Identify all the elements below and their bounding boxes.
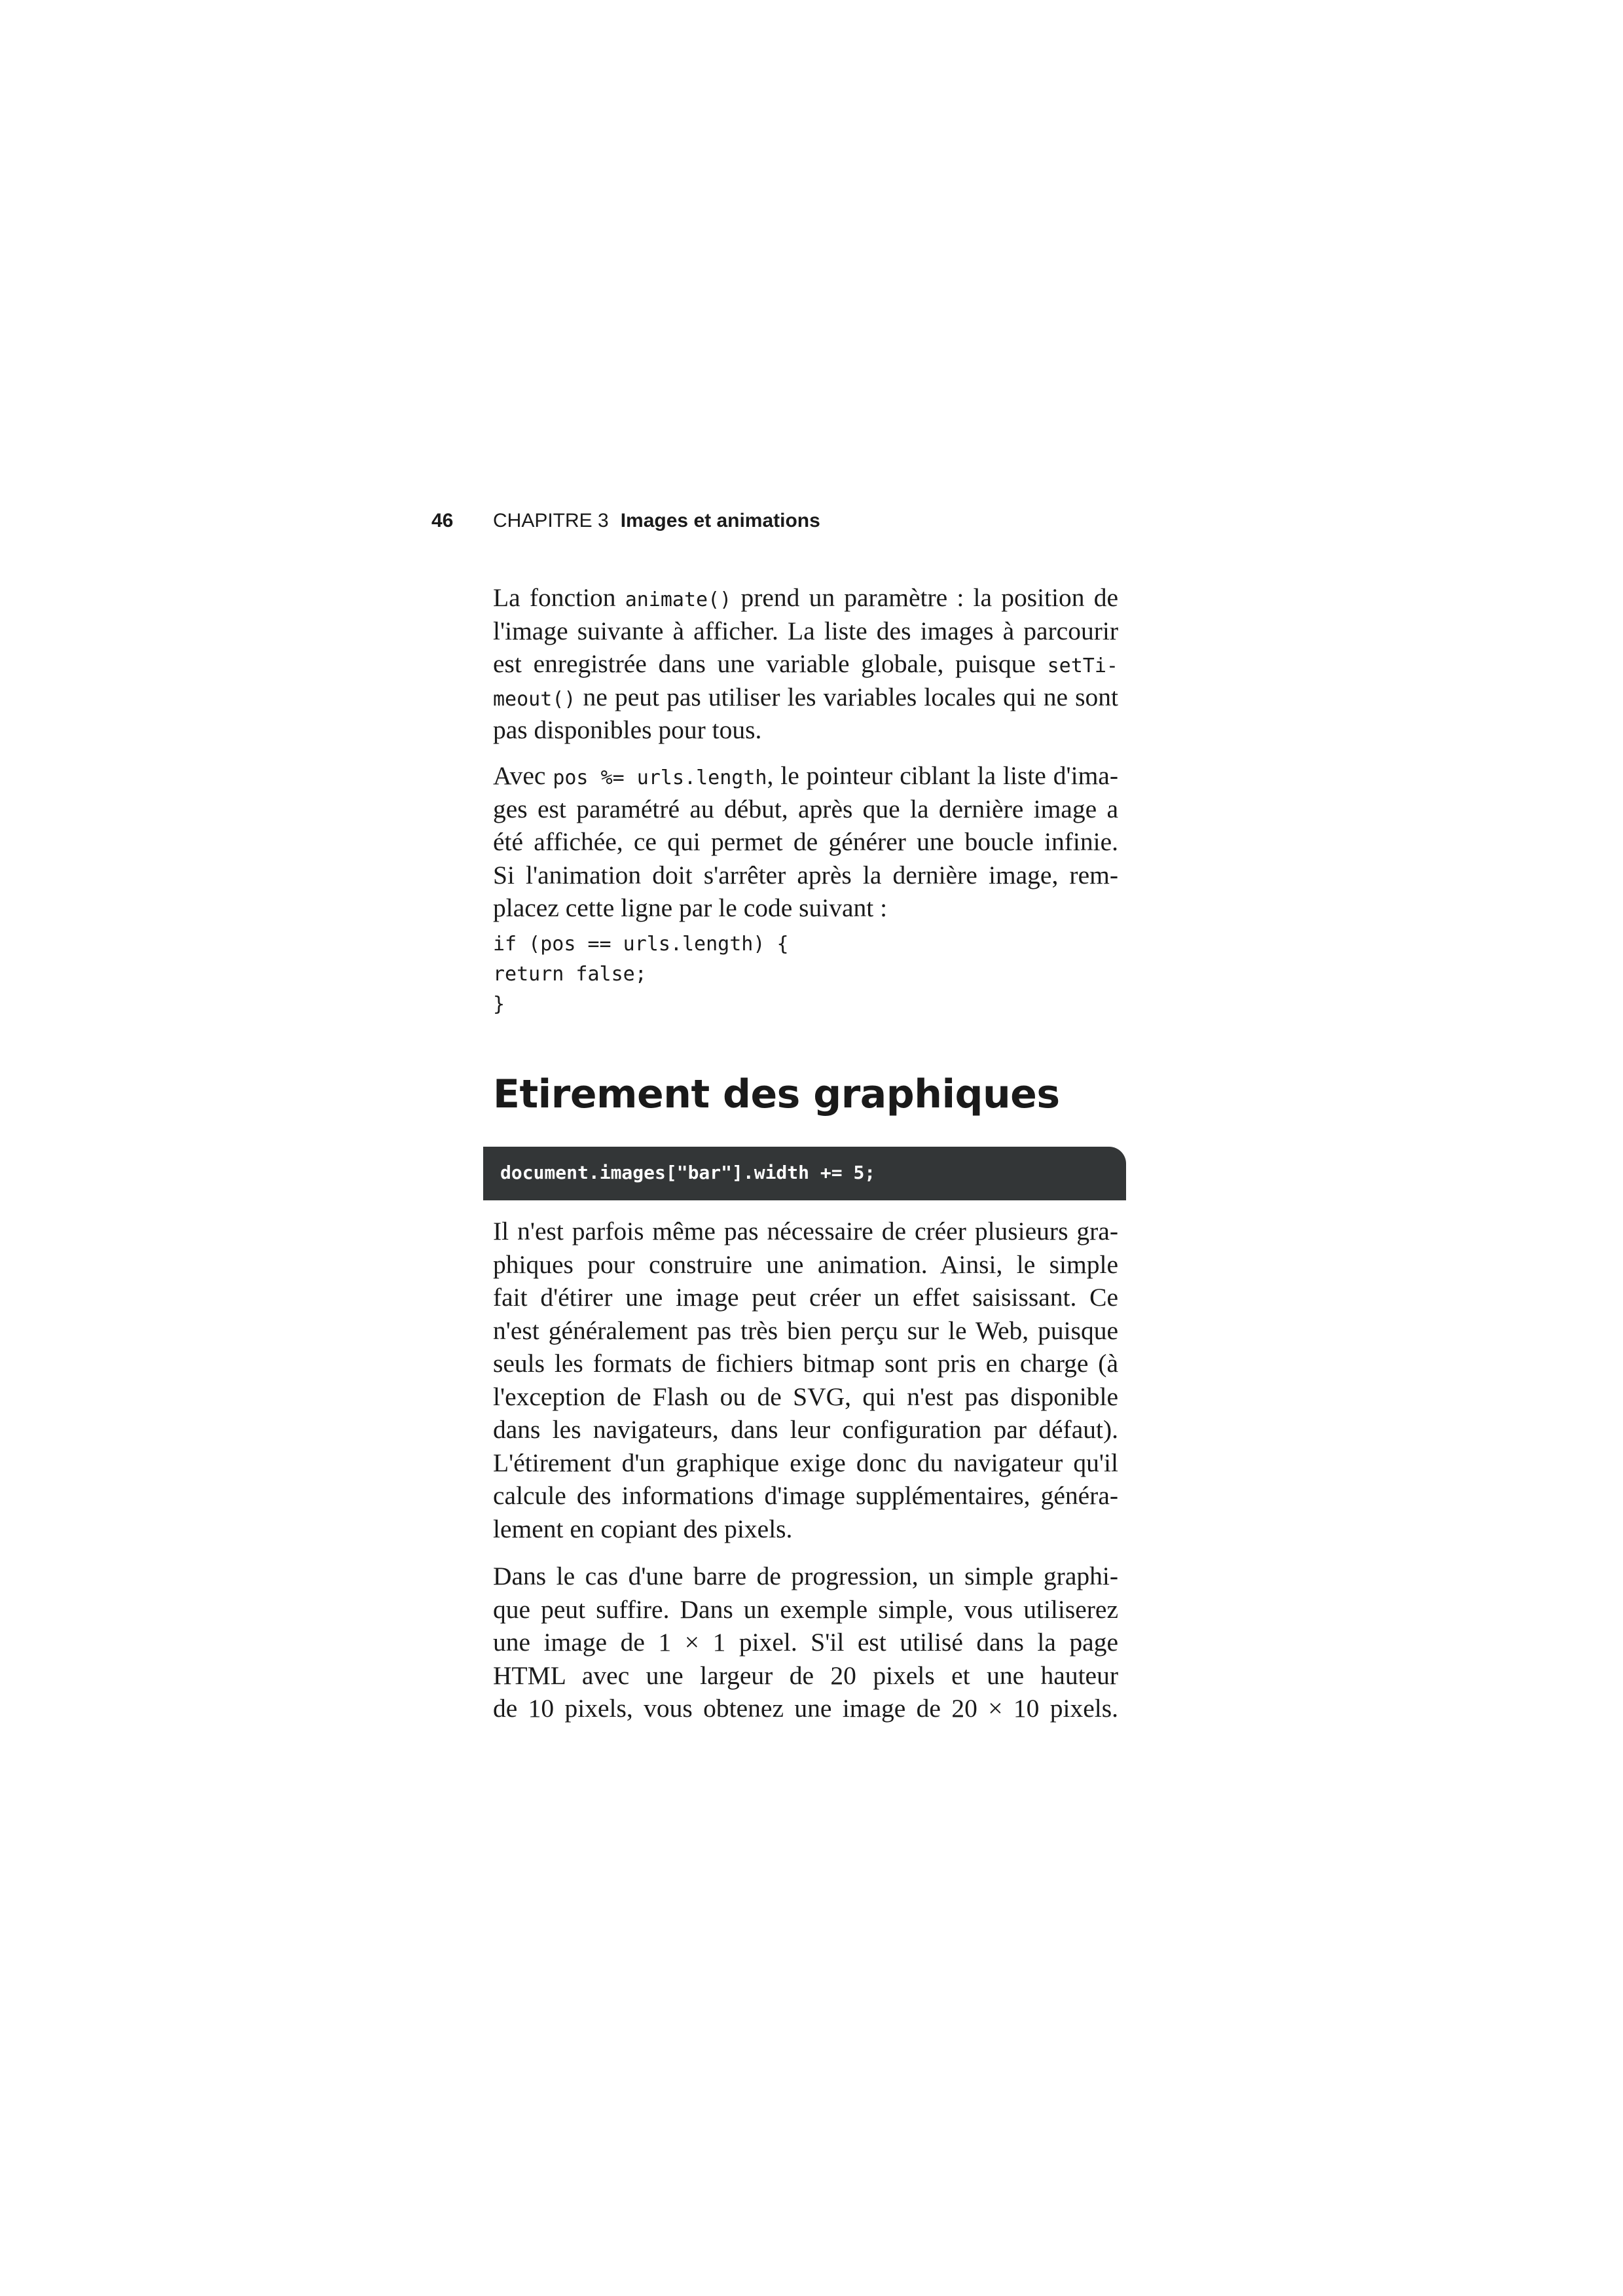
inline-code: setTi- xyxy=(1047,655,1118,677)
text-line: Dans le cas d'une barre de progression, un simple graphi- xyxy=(493,1562,1118,1590)
text-line: que peut suffire. Dans un exemple simple, vous utiliserez xyxy=(493,1594,1118,1624)
running-header xyxy=(431,508,1152,534)
inline-code: animate() xyxy=(625,588,732,611)
text-line: phiques pour construire une animation. Ainsi, le simple xyxy=(493,1249,1118,1279)
paragraph-stretching-graphics xyxy=(493,1215,1118,1545)
paragraph-animate-function xyxy=(493,581,1118,747)
text-line: de 10 pixels, vous obtenez une image de 20 × 10 pixels. xyxy=(493,1694,1118,1723)
text-line: été affichée, ce qui permet de générer une boucle infinie. xyxy=(493,827,1118,856)
text-line: n'est généralement pas très bien perçu sur le Web, puisque xyxy=(493,1316,1118,1345)
text-line: ges est paramétré au début, après que la dernière image a xyxy=(493,794,1118,823)
section-heading: Etirement des graphiques xyxy=(493,1071,1060,1117)
code-banner xyxy=(483,1147,1126,1200)
text-line: Si l'animation doit s'arrêter après la dernière image, rem- xyxy=(493,860,1118,889)
page-number: 46 xyxy=(431,510,454,531)
banner-code: document.images["bar"].width += 5; xyxy=(500,1162,876,1183)
paragraph-pointer-reset xyxy=(493,759,1118,925)
code-line: return false; xyxy=(493,963,647,986)
text-line: est enregistrée dans une variable globale, puisque setTi- xyxy=(493,649,1118,678)
text-line: placez cette ligne par le code suivant : xyxy=(493,893,888,922)
text-line: HTML avec une largeur de 20 pixels et une hauteur xyxy=(493,1660,1118,1690)
code-listing xyxy=(493,929,789,1020)
paragraph-progress-bar xyxy=(493,1560,1118,1725)
text-line: l'image suivante à afficher. La liste des images à parcourir xyxy=(493,616,1118,645)
text-line: Avec pos %= urls.length, le pointeur ciblant la liste d'ima- xyxy=(493,761,1118,790)
chapter-label: CHAPITRE 3 xyxy=(493,510,609,531)
text-line: Il n'est parfois même pas nécessaire de créer plusieurs gra- xyxy=(493,1217,1118,1246)
text-line: une image de 1 × 1 pixel. S'il est utilisé dans la page xyxy=(493,1628,1118,1657)
chapter-title: Images et animations xyxy=(620,510,820,531)
code-line: } xyxy=(493,993,505,1016)
text-line: l'exception de Flash ou de SVG, qui n'est pas disponible xyxy=(493,1382,1118,1411)
inline-code: pos %= urls.length xyxy=(553,766,767,789)
text-line: L'étirement d'un graphique exige donc du navigateur qu'il xyxy=(493,1448,1118,1477)
inline-code: meout() xyxy=(493,687,576,711)
text-line: lement en copiant des pixels. xyxy=(493,1514,793,1543)
text-line: fait d'étirer une image peut créer un effet saisissant. Ce xyxy=(493,1283,1118,1312)
text-line: meout() ne peut pas utiliser les variables locales qui ne sont xyxy=(493,682,1118,711)
text-line: seuls les formats de fichiers bitmap sont pris en charge (à xyxy=(493,1349,1118,1378)
text-line: calcule des informations d'image supplémentaires, généra- xyxy=(493,1481,1118,1510)
text-line: pas disponibles pour tous. xyxy=(493,715,762,744)
text-line: La fonction animate() prend un paramètre : la position de xyxy=(493,583,1118,612)
code-line: if (pos == urls.length) { xyxy=(493,933,789,956)
text-line: dans les navigateurs, dans leur configuration par défaut). xyxy=(493,1415,1118,1444)
